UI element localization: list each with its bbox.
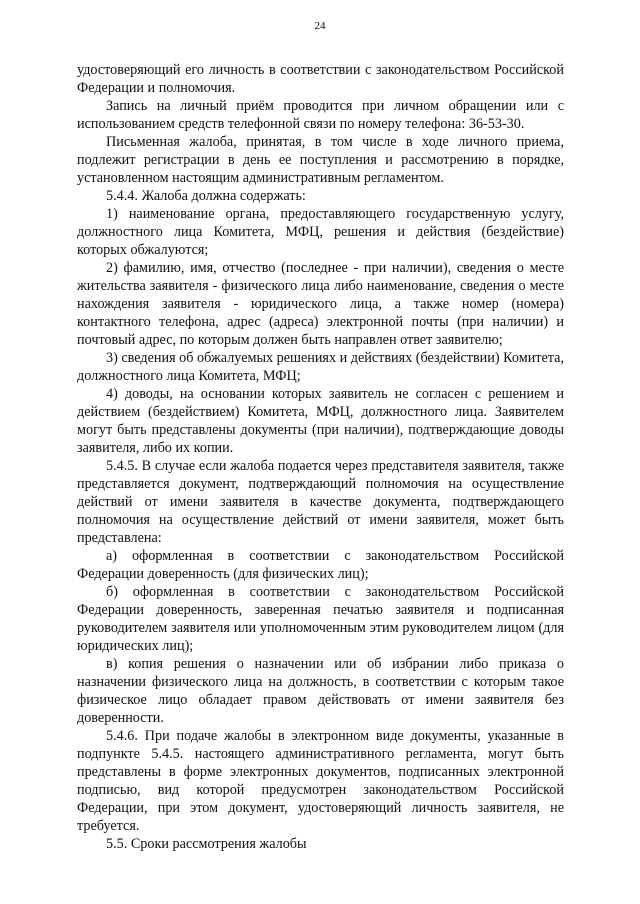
list-item: 1) наименование органа, предоставляющего государственную услугу, должностного лица Комитета, МФЦ, решения и действия (бездействие) которых обжалуются; [77, 206, 564, 258]
paragraph: Запись на личный приём проводится при личном обращении или с использованием средств телефонной связи по номеру телефона: 36-53-30. [77, 98, 564, 132]
paragraph: 5.4.6. При подаче жалобы в электронном виде документы, указанные в подпункте 5.4.5. настоящего административного регламента, могут быть представлены в форме электронных документов, подписанных электронной подписью, вид которой предусмотрен законодательством Российской Федерации, при этом документ, удостоверяющий личность заявителя, не требуется. [77, 728, 564, 834]
list-item: 4) доводы, на основании которых заявитель не согласен с решением и действием (бездействием) Комитета, МФЦ, должностного лица. Заявителем могут быть представлены документы (при наличии), подтверждающие доводы заявителя, либо их копии. [77, 386, 564, 456]
section-heading: 5.5. Сроки рассмотрения жалобы [106, 836, 307, 852]
section-heading: 5.4.4. Жалоба должна содержать: [106, 188, 306, 204]
list-item: 3) сведения об обжалуемых решениях и действиях (бездействии) Комитета, должностного лица Комитета, МФЦ; [77, 350, 565, 384]
paragraph: 5.4.5. В случае если жалоба подается через представителя заявителя, также представляется документ, подтверждающий полномочия на осуществление действий от имени заявителя в качестве документа, подтверждающего полномочия на осуществление действий от имени заявителя, может быть представлена: [77, 458, 564, 546]
document-body [77, 61, 564, 853]
page-number: 24 [314, 20, 326, 32]
list-item: в) копия решения о назначении или об избрании либо приказа о назначении физического лица на должность, в соответствии с которым такое физическое лицо обладает правом действовать от имени заявителя без доверенности. [77, 656, 564, 726]
paragraph: Письменная жалоба, принятая, в том числе в ходе личного приема, подлежит регистрации в день ее поступления и рассмотрению в порядке, установленном настоящим административным регламентом. [77, 134, 564, 186]
paragraph: удостоверяющий его личность в соответствии с законодательством Российской Федерации и полномочия. [77, 62, 564, 96]
list-item: 2) фамилию, имя, отчество (последнее - при наличии), сведения о месте жительства заявителя - физического лица либо наименование, сведения о месте нахождения заявителя - юридического лица, а также номер (номера) контактного телефона, адрес (адреса) электронной почты (при наличии) и почтовый адрес, по которым должен быть направлен ответ заявителю; [77, 260, 564, 348]
list-item: а) оформленная в соответствии с законодательством Российской Федерации доверенность (для физических лиц); [77, 548, 564, 582]
list-item: б) оформленная в соответствии с законодательством Российской Федерации доверенность, заверенная печатью заявителя и подписанная руководителем заявителя или уполномоченным этим руководителем лицом (для юридических лиц); [77, 584, 564, 654]
